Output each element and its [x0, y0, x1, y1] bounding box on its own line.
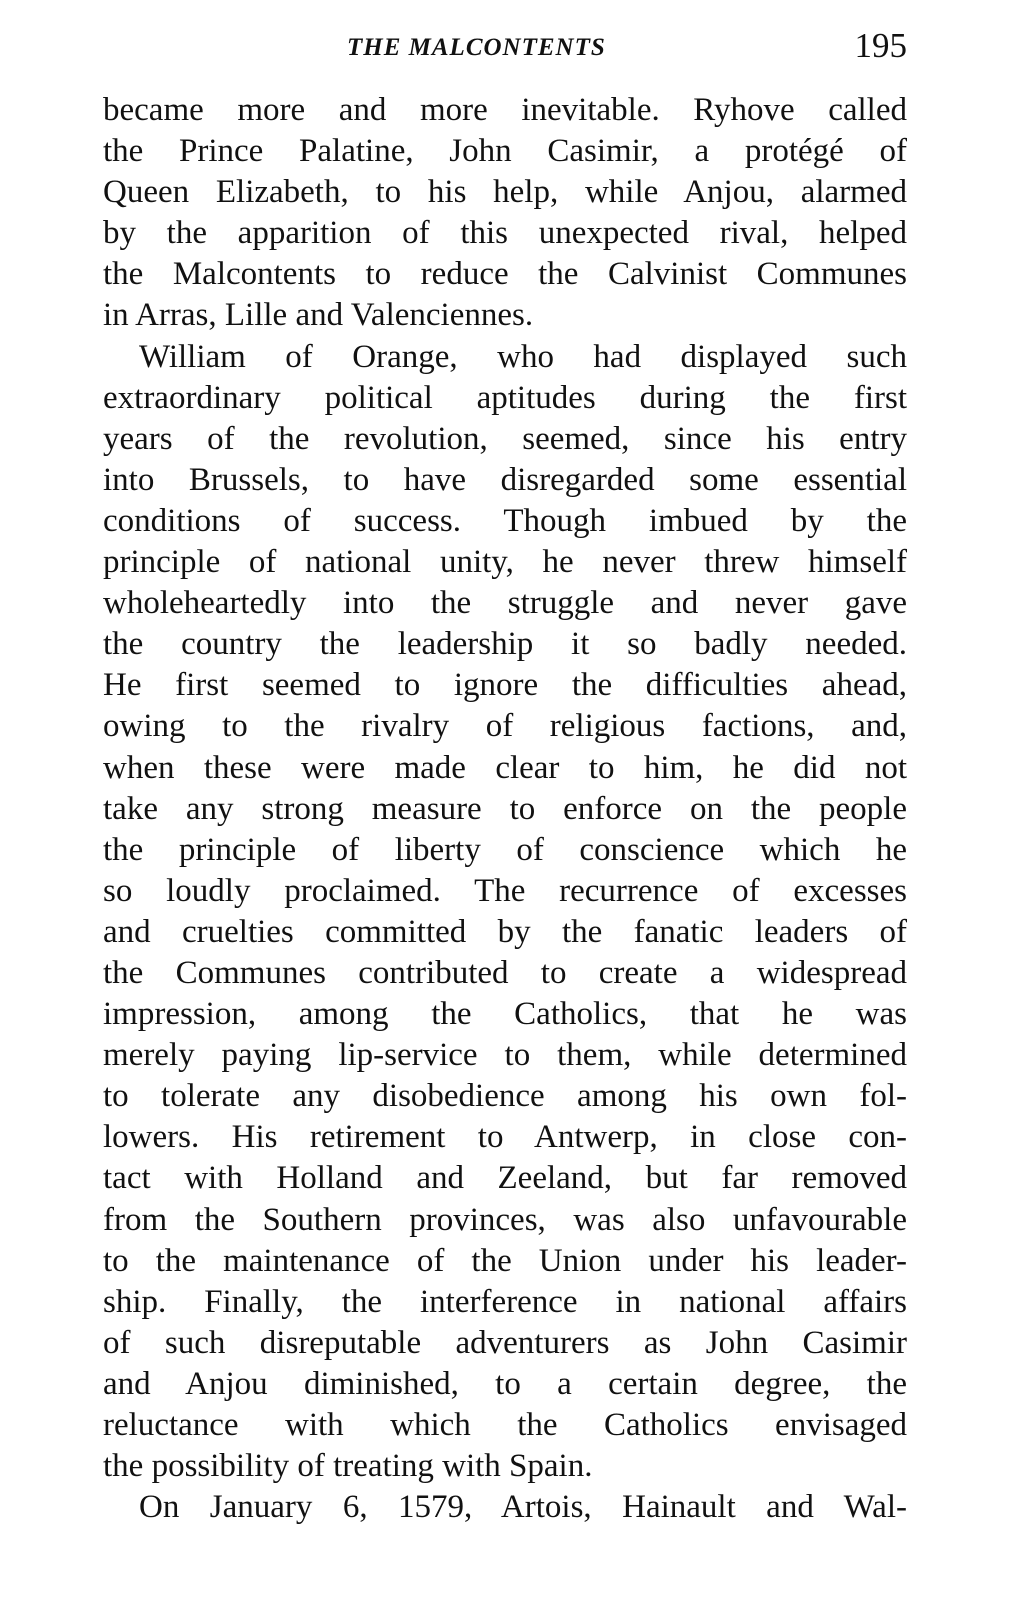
- text-line: from the Southern provinces, was also unfavourable: [103, 1201, 907, 1238]
- text-line: merely paying lip-service to them, while determined: [103, 1037, 907, 1074]
- running-title: THE MALCONTENTS: [347, 34, 606, 61]
- text-line: wholeheartedly into the struggle and never gave: [103, 585, 907, 622]
- text-line: so loudly proclaimed. The recurrence of excesses: [103, 872, 907, 909]
- text-line: ship. Finally, the interference in national affairs: [103, 1283, 907, 1320]
- text-line: when these were made clear to him, he did not: [103, 749, 907, 786]
- text-line: take any strong measure to enforce on the people: [103, 790, 907, 827]
- page-number: 195: [854, 26, 907, 65]
- text-line: conditions of success. Though imbued by the: [103, 502, 907, 539]
- text-line: the principle of liberty of conscience which he: [103, 831, 907, 868]
- text-line: owing to the rivalry of religious factions, and,: [103, 708, 907, 745]
- text-line: in Arras, Lille and Valenciennes.: [103, 297, 534, 334]
- text-line: and cruelties committed by the fanatic leaders of: [103, 913, 907, 950]
- text-line: of such disreputable adventurers as John Casimir: [103, 1324, 907, 1361]
- text-line: tact with Holland and Zeeland, but far removed: [103, 1160, 907, 1197]
- running-head: [103, 26, 907, 72]
- text-line: became more and more inevitable. Ryhove called: [103, 92, 907, 128]
- text-line: extraordinary political aptitudes during the first: [103, 379, 907, 416]
- text-line: the possibility of treating with Spain.: [103, 1448, 593, 1485]
- text-line: and Anjou diminished, to a certain degree, the: [103, 1365, 907, 1402]
- body-text: [103, 90, 907, 1528]
- text-line: Queen Elizabeth, to his help, while Anjou, alarmed: [103, 174, 907, 211]
- text-line: into Brussels, to have disregarded some essential: [103, 461, 907, 498]
- text-line: by the apparition of this unexpected rival, helped: [103, 215, 907, 252]
- text-line: to tolerate any disobedience among his own fol-: [103, 1078, 907, 1115]
- text-line: the country the leadership it so badly needed.: [103, 626, 907, 663]
- text-line: to the maintenance of the Union under his leader-: [103, 1242, 907, 1279]
- text-line: William of Orange, who had displayed such: [139, 338, 907, 375]
- text-line: reluctance with which the Catholics envisaged: [103, 1407, 907, 1443]
- text-line: impression, among the Catholics, that he was: [103, 996, 907, 1033]
- text-line: On January 6, 1579, Artois, Hainault and Wal-: [139, 1489, 907, 1526]
- text-line: the Prince Palatine, John Casimir, a protégé of: [103, 133, 907, 170]
- text-line: the Communes contributed to create a widespread: [103, 954, 907, 991]
- text-line: principle of national unity, he never threw himself: [103, 544, 907, 581]
- text-line: the Malcontents to reduce the Calvinist Communes: [103, 256, 907, 293]
- text-line: He first seemed to ignore the difficulties ahead,: [103, 667, 907, 704]
- text-line: years of the revolution, seemed, since his entry: [103, 420, 907, 457]
- text-line: lowers. His retirement to Antwerp, in close con-: [103, 1119, 907, 1156]
